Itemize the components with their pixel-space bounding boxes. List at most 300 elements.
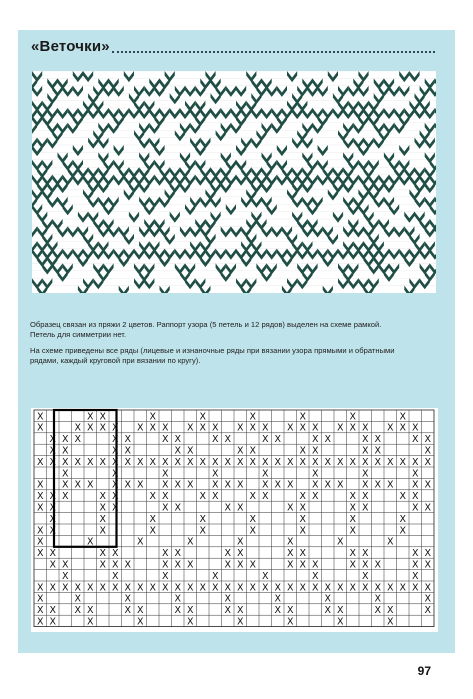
chart-cell-x: X [186, 445, 194, 457]
chart-cell-x: X [424, 434, 432, 446]
chart-cell-x: X [411, 559, 419, 571]
chart-cell-x: X [174, 605, 182, 617]
description-line-1: Образец связан из пряжи 2 цветов. Раппорт узора (5 петель и 12 рядов) выделен на схеме рамкой. [30, 320, 382, 329]
chart-cell-x: X [99, 491, 107, 503]
chart-cell-x: X [211, 491, 219, 503]
chart-cell-x: X [36, 548, 44, 560]
chart-cell-x: X [374, 445, 382, 457]
description-line-4: рядами, каждый круговой при вязании по кругу). [30, 356, 201, 366]
chart-cell-x: X [186, 616, 194, 628]
chart-cell-x: X [299, 525, 307, 537]
chart-cell-x: X [49, 434, 57, 446]
chart-cell-x: X [236, 456, 244, 468]
chart-cell-x: X [361, 548, 369, 560]
chart-cell-x: X [224, 582, 232, 594]
chart-cell-x: X [261, 582, 269, 594]
chart-cell-x: X [286, 548, 294, 560]
chart-cell-x: X [74, 479, 82, 491]
chart-cell-x: X [411, 491, 419, 503]
chart-cell-x: X [261, 468, 269, 480]
chart-cell-x: X [36, 525, 44, 537]
chart-cell-x: X [111, 491, 119, 503]
chart-cell-x: X [299, 502, 307, 514]
chart-cell-x: X [149, 422, 157, 434]
chart-cell-x: X [36, 422, 44, 434]
chart-cell-x: X [49, 548, 57, 560]
chart-cell-x: X [249, 445, 257, 457]
chart-cell-x: X [161, 502, 169, 514]
chart-cell-x: X [86, 605, 94, 617]
chart-cell-x: X [274, 582, 282, 594]
chart-cell-x: X [236, 616, 244, 628]
chart-cell-x: X [361, 502, 369, 514]
chart-cell-x: X [74, 456, 82, 468]
chart-cell-x: X [186, 559, 194, 571]
chart-cell-x: X [411, 548, 419, 560]
chart-cell-x: X [99, 456, 107, 468]
chart-cell-x: X [411, 582, 419, 594]
chart-cell-x: X [374, 559, 382, 571]
chart-cell-x: X [74, 422, 82, 434]
chart-cell-x: X [411, 468, 419, 480]
chart-cell-x: X [286, 559, 294, 571]
chart-cell-x: X [199, 456, 207, 468]
chart-cell-x: X [286, 582, 294, 594]
chart-cell-x: X [261, 491, 269, 503]
chart-cell-x: X [249, 456, 257, 468]
chart-cell-x: X [349, 422, 357, 434]
chart-cell-x: X [111, 570, 119, 582]
chart-cell-x: X [124, 434, 132, 446]
chart-cell-x: X [336, 582, 344, 594]
chart-cell-x: X [274, 434, 282, 446]
chart-cell-x: X [224, 559, 232, 571]
chart-cell-x: X [136, 422, 144, 434]
chart-cell-x: X [399, 513, 407, 525]
chart-cell-x: X [61, 559, 69, 571]
chart-cell-x: X [174, 559, 182, 571]
chart-cell-x: X [311, 559, 319, 571]
chart-cell-x: X [111, 468, 119, 480]
chart-cell-x: X [411, 502, 419, 514]
chart-cell-x: X [99, 559, 107, 571]
chart-cell-x: X [149, 582, 157, 594]
knit-sample-illustration [32, 71, 436, 293]
chart-cell-x: X [311, 445, 319, 457]
chart-cell-x: X [36, 411, 44, 423]
chart-cell-x: X [86, 422, 94, 434]
chart-cell-x: X [249, 411, 257, 423]
chart-cell-x: X [424, 445, 432, 457]
chart-cell-x: X [74, 582, 82, 594]
chart-cell-x: X [311, 434, 319, 446]
chart-cell-x: X [36, 502, 44, 514]
chart-cell-x: X [236, 548, 244, 560]
chart-cell-x: X [224, 456, 232, 468]
chart-cell-x: X [386, 422, 394, 434]
chart-cell-x: X [274, 479, 282, 491]
chart-cell-x: X [336, 479, 344, 491]
chart-cell-x: X [374, 605, 382, 617]
chart-cell-x: X [274, 593, 282, 605]
chart-cell-x: X [424, 456, 432, 468]
chart-cell-x: X [411, 422, 419, 434]
chart-cell-x: X [349, 559, 357, 571]
chart-cell-x: X [36, 605, 44, 617]
chart-cell-x: X [111, 422, 119, 434]
chart-cell-x: X [224, 548, 232, 560]
chart-cell-x: X [61, 445, 69, 457]
chart-cell-x: X [349, 548, 357, 560]
chart-cell-x: X [336, 536, 344, 548]
chart-cell-x: X [249, 582, 257, 594]
chart-cell-x: X [174, 593, 182, 605]
chart-cell-x: X [174, 434, 182, 446]
chart-cell-x: X [174, 582, 182, 594]
chart-cell-x: X [224, 502, 232, 514]
chart-cell-x: X [236, 582, 244, 594]
chart-cell-x: X [199, 513, 207, 525]
chart-cell-x: X [349, 513, 357, 525]
chart-cell-x: X [199, 422, 207, 434]
chart-cell-x: X [336, 456, 344, 468]
chart-cell-x: X [236, 536, 244, 548]
chart-cell-x: X [36, 479, 44, 491]
description-line-2: Петель для симметрии нет. [30, 330, 127, 340]
chart-cell-x: X [174, 456, 182, 468]
chart-cell-x: X [374, 593, 382, 605]
chart-cell-x: X [99, 548, 107, 560]
chart-cell-x: X [236, 479, 244, 491]
chart-cell-x: X [49, 445, 57, 457]
chart-cell-x: X [424, 502, 432, 514]
chart-cell-x: X [149, 513, 157, 525]
chart-cell-x: X [49, 605, 57, 617]
chart-cell-x: X [99, 411, 107, 423]
chart-cell-x: X [261, 434, 269, 446]
chart-cell-x: X [361, 491, 369, 503]
chart-cell-x: X [61, 456, 69, 468]
chart-cell-x: X [311, 570, 319, 582]
chart-cell-x: X [99, 502, 107, 514]
chart-cell-x: X [186, 479, 194, 491]
chart-cell-x: X [124, 593, 132, 605]
chart-cell-x: X [149, 491, 157, 503]
chart-cell-x: X [186, 456, 194, 468]
chart-cell-x: X [299, 445, 307, 457]
chart-cell-x: X [236, 422, 244, 434]
chart-cell-x: X [224, 434, 232, 446]
chart-cell-x: X [349, 582, 357, 594]
chart-cell-x: X [86, 536, 94, 548]
chart-cell-x: X [99, 422, 107, 434]
chart-cell-x: X [124, 479, 132, 491]
chart-cell-x: X [311, 491, 319, 503]
chart-cell-x: X [286, 605, 294, 617]
chart-cell-x: X [161, 559, 169, 571]
chart-cell-x: X [49, 491, 57, 503]
chart-cell-x: X [186, 582, 194, 594]
chart-cell-x: X [49, 502, 57, 514]
chart-cell-x: X [374, 479, 382, 491]
chart-cell-x: X [236, 605, 244, 617]
chart-cell-x: X [286, 479, 294, 491]
chart-cell-x: X [49, 582, 57, 594]
chart-cell-x: X [211, 570, 219, 582]
chart-cell-x: X [224, 593, 232, 605]
chart-cell-x: X [349, 411, 357, 423]
chart-cell-x: X [411, 479, 419, 491]
chart-cell-x: X [261, 422, 269, 434]
chart-cell-x: X [74, 434, 82, 446]
chart-cell-x: X [86, 411, 94, 423]
chart-cell-x: X [199, 582, 207, 594]
chart-cell-x: X [386, 582, 394, 594]
page-number: 97 [417, 664, 431, 678]
chart-cell-x: X [324, 582, 332, 594]
chart-cell-x: X [99, 525, 107, 537]
chart-cell-x: X [374, 456, 382, 468]
chart-cell-x: X [236, 502, 244, 514]
chart-cell-x: X [111, 479, 119, 491]
chart-cell-x: X [399, 582, 407, 594]
chart-cell-x: X [36, 536, 44, 548]
chart-cell-x: X [149, 456, 157, 468]
chart-cell-x: X [211, 434, 219, 446]
chart-cell-x: X [299, 582, 307, 594]
chart-cell-x: X [161, 422, 169, 434]
chart-cell-x: X [399, 491, 407, 503]
chart-cell-x: X [286, 422, 294, 434]
chart-cell-x: X [424, 593, 432, 605]
chart-cell-x: X [61, 491, 69, 503]
pattern-chart-grid [31, 408, 438, 632]
title-rule [112, 51, 435, 53]
chart-cell-x: X [111, 548, 119, 560]
chart-cell-x: X [324, 479, 332, 491]
chart-cell-x: X [424, 582, 432, 594]
chart-cell-x: X [111, 434, 119, 446]
chart-cell-x: X [111, 502, 119, 514]
chart-cell-x: X [299, 411, 307, 423]
chart-cell-x: X [324, 593, 332, 605]
chart-cell-x: X [411, 570, 419, 582]
chart-cell-x: X [361, 445, 369, 457]
chart-cell-x: X [211, 422, 219, 434]
chart-cell-x: X [161, 479, 169, 491]
chart-cell-x: X [249, 422, 257, 434]
chart-cell-x: X [249, 559, 257, 571]
chart-cell-x: X [399, 456, 407, 468]
chart-cell-x: X [236, 445, 244, 457]
chart-cell-x: X [149, 525, 157, 537]
chart-cell-x: X [211, 468, 219, 480]
chart-cell-x: X [286, 536, 294, 548]
chart-cell-x: X [399, 525, 407, 537]
chart-cell-x: X [361, 468, 369, 480]
chart-cell-x: X [74, 593, 82, 605]
chart-cell-x: X [224, 479, 232, 491]
chart-cell-x: X [311, 422, 319, 434]
chart-cell-x: X [299, 548, 307, 560]
chart-cell-x: X [236, 559, 244, 571]
chart-cell-x: X [311, 582, 319, 594]
chart-cell-x: X [299, 456, 307, 468]
chart-cell-x: X [249, 513, 257, 525]
chart-cell-x: X [274, 605, 282, 617]
chart-cell-x: X [261, 456, 269, 468]
chart-cell-x: X [161, 468, 169, 480]
chart-cell-x: X [174, 502, 182, 514]
chart-cell-x: X [374, 582, 382, 594]
chart-cell-x: X [111, 445, 119, 457]
chart-cell-x: X [324, 434, 332, 446]
chart-cell-x: X [161, 434, 169, 446]
chart-cell-x: X [49, 456, 57, 468]
chart-cell-x: X [136, 479, 144, 491]
chart-cell-x: X [61, 570, 69, 582]
chart-cell-x: X [36, 593, 44, 605]
chart-cell-x: X [136, 456, 144, 468]
chart-cell-x: X [286, 502, 294, 514]
chart-cell-x: X [211, 456, 219, 468]
chart-cell-x: X [161, 570, 169, 582]
chart-cell-x: X [311, 479, 319, 491]
chart-cell-x: X [99, 513, 107, 525]
chart-cell-x: X [36, 456, 44, 468]
chart-cell-x: X [361, 456, 369, 468]
chart-cell-x: X [174, 479, 182, 491]
chart-cell-x: X [411, 456, 419, 468]
chart-cell-x: X [36, 616, 44, 628]
chart-cell-x: X [249, 491, 257, 503]
chart-cell-x: X [386, 616, 394, 628]
description-line-3: На схеме приведены все ряды (лицевые и изнаночные ряды при вязании узора прямыми и обратными [30, 346, 395, 355]
chart-cell-x: X [124, 605, 132, 617]
chart-cell-x: X [399, 422, 407, 434]
chart-cell-x: X [61, 434, 69, 446]
chart-cell-x: X [211, 479, 219, 491]
chart-cell-x: X [124, 445, 132, 457]
chart-cell-x: X [124, 582, 132, 594]
chart-cell-x: X [261, 570, 269, 582]
description-paragraph-2 [30, 346, 440, 366]
chart-cell-x: X [161, 582, 169, 594]
chart-cell-x: X [111, 582, 119, 594]
chart-cell-x: X [49, 559, 57, 571]
chart-cell-x: X [424, 479, 432, 491]
chart-cell-x: X [124, 456, 132, 468]
chart-cell-x: X [361, 570, 369, 582]
chart-cell-x: X [261, 479, 269, 491]
chart-cell-x: X [349, 456, 357, 468]
chart-cell-x: X [299, 513, 307, 525]
chart-cell-x: X [161, 456, 169, 468]
chart-cell-x: X [299, 491, 307, 503]
chart-cell-x: X [149, 411, 157, 423]
chart-cell-x: X [61, 468, 69, 480]
chart-cell-x: X [386, 479, 394, 491]
chart-cell-x: X [361, 582, 369, 594]
chart-cell-x: X [186, 536, 194, 548]
chart-cell-x: X [136, 616, 144, 628]
chart-cell-x: X [311, 456, 319, 468]
chart-cell-x: X [61, 582, 69, 594]
chart-cell-x: X [311, 468, 319, 480]
chart-cell-x: X [161, 491, 169, 503]
chart-cell-x: X [36, 491, 44, 503]
chart-cell-x: X [349, 491, 357, 503]
pattern-title: «Веточки» [31, 38, 110, 55]
chart-cell-x: X [86, 456, 94, 468]
chart-cell-x: X [211, 582, 219, 594]
chart-cell-x: X [111, 559, 119, 571]
chart-cell-x: X [324, 605, 332, 617]
chart-cell-x: X [424, 559, 432, 571]
chart-cell-x: X [299, 559, 307, 571]
chart-cell-x: X [49, 616, 57, 628]
chart-cell-x: X [174, 445, 182, 457]
chart-cell-x: X [74, 605, 82, 617]
knit-sample-photo [32, 71, 436, 293]
chart-cell-x: X [86, 479, 94, 491]
chart-cell-x: X [299, 422, 307, 434]
chart-cell-x: X [361, 434, 369, 446]
chart-cell-x: X [424, 548, 432, 560]
chart-cell-x: X [386, 605, 394, 617]
chart-cell-x: X [399, 411, 407, 423]
chart-cell-x: X [61, 479, 69, 491]
chart-cell-x: X [199, 411, 207, 423]
chart-cell-x: X [124, 559, 132, 571]
chart-cell-x: X [99, 582, 107, 594]
chart-cell-x: X [136, 605, 144, 617]
chart-cell-x: X [199, 491, 207, 503]
chart-cell-x: X [336, 616, 344, 628]
chart-cell-x: X [186, 422, 194, 434]
chart-cell-x: X [136, 582, 144, 594]
chart-cell-x: X [174, 548, 182, 560]
chart-cell-x: X [361, 559, 369, 571]
chart-cell-x: X [386, 456, 394, 468]
description-paragraph-1 [30, 320, 440, 340]
chart-cell-x: X [136, 536, 144, 548]
chart-cell-x: X [424, 605, 432, 617]
chart-cell-x: X [274, 456, 282, 468]
chart-cell-x: X [86, 582, 94, 594]
chart-cell-x: X [374, 434, 382, 446]
chart-cell-x: X [36, 582, 44, 594]
pattern-chart [31, 408, 438, 632]
chart-cell-x: X [186, 605, 194, 617]
chart-cell-x: X [161, 548, 169, 560]
chart-cell-x: X [336, 605, 344, 617]
chart-cell-x: X [199, 525, 207, 537]
chart-cell-x: X [324, 456, 332, 468]
chart-cell-x: X [49, 513, 57, 525]
chart-cell-x: X [286, 456, 294, 468]
chart-cell-x: X [411, 434, 419, 446]
chart-cell-x: X [49, 525, 57, 537]
chart-cell-x: X [224, 605, 232, 617]
chart-cell-x: X [349, 502, 357, 514]
chart-cell-x: X [349, 525, 357, 537]
chart-cell-x: X [336, 422, 344, 434]
chart-cell-x: X [361, 422, 369, 434]
chart-cell-x: X [286, 616, 294, 628]
chart-cell-x: X [361, 479, 369, 491]
chart-cell-x: X [86, 616, 94, 628]
